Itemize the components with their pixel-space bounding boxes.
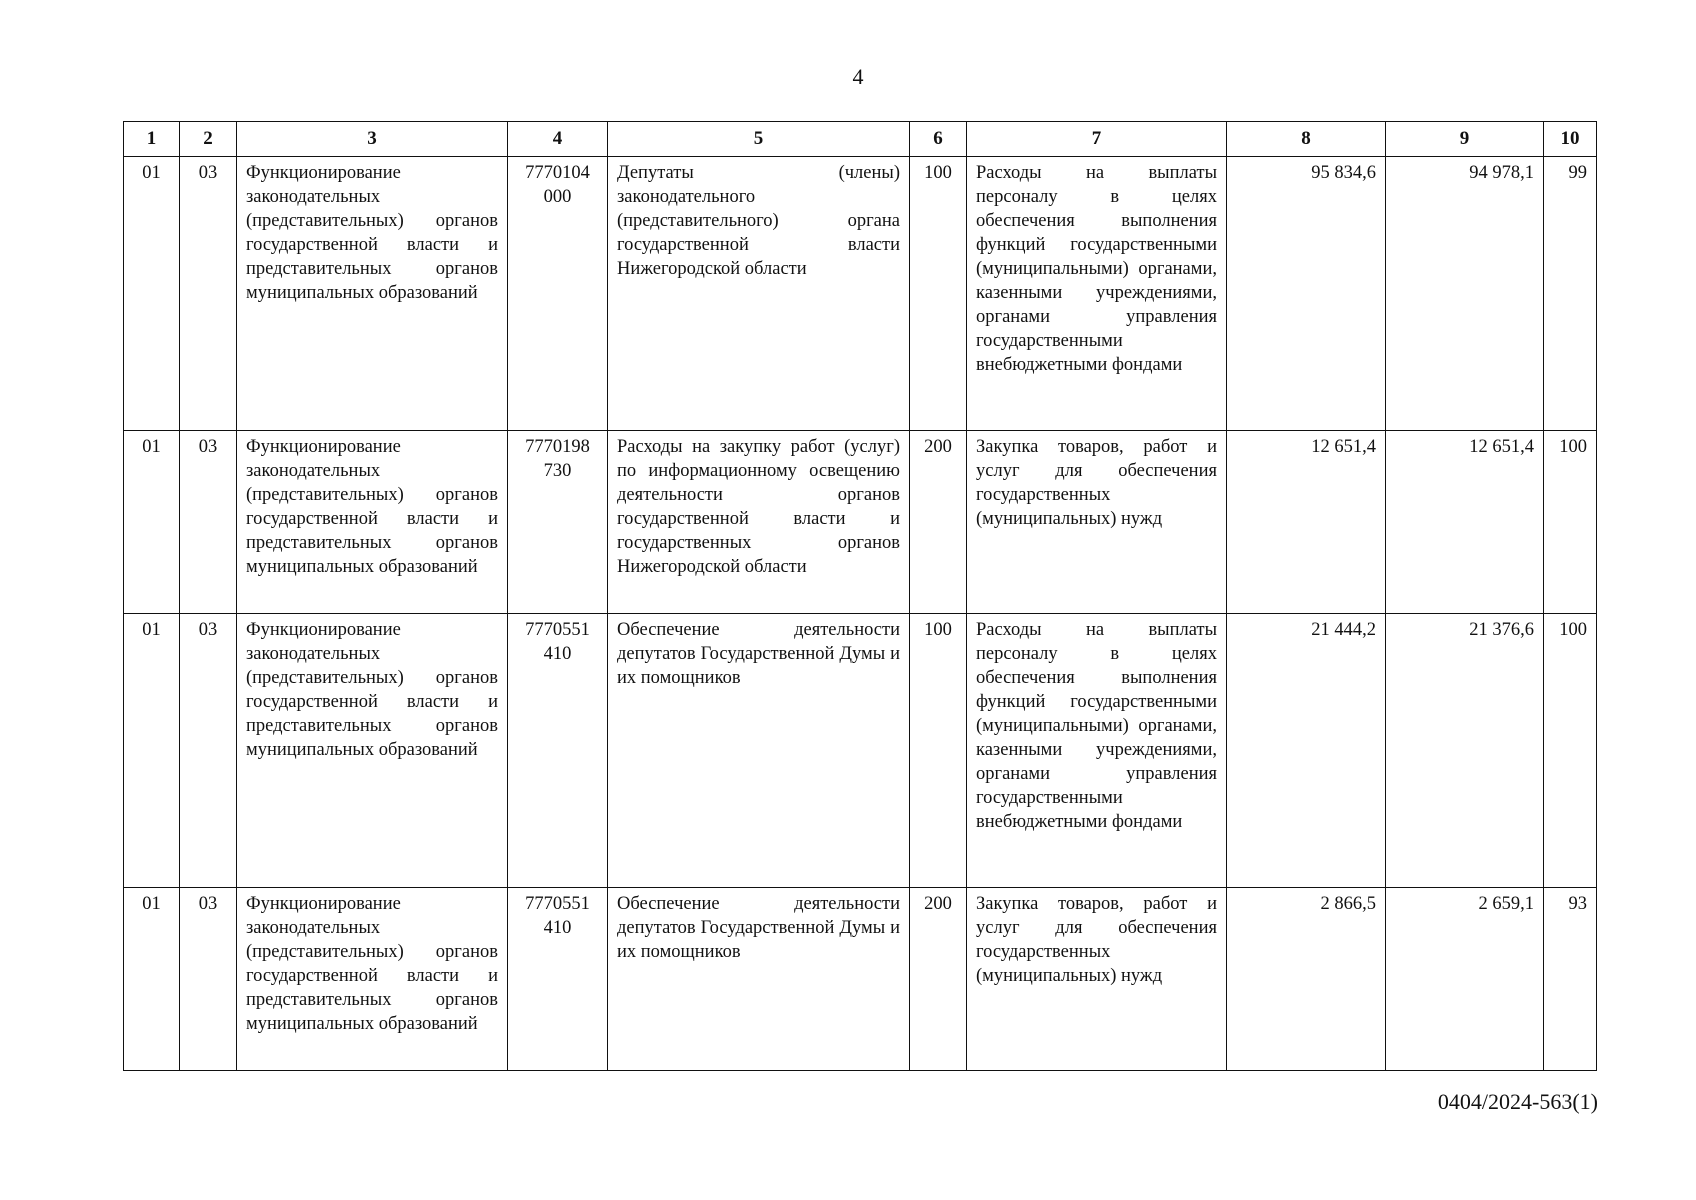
planned-amount: 21 444,2	[1227, 614, 1386, 888]
executed-amount: 2 659,1	[1386, 888, 1544, 1071]
table-row	[124, 888, 1597, 1071]
execution-percent: 100	[1544, 614, 1597, 888]
target-article-code: 7770198 730	[508, 431, 608, 614]
expense-type-code: 100	[910, 614, 967, 888]
header-col-6: 6	[910, 122, 967, 157]
expense-type-name: Расходы на выплаты персоналу в целях обеспечения выполнения функций государственными (муниципальными) органами, казенными учреждениями, органами управления государственными внебюджетными фондами	[967, 614, 1227, 888]
executed-amount: 12 651,4	[1386, 431, 1544, 614]
planned-amount: 2 866,5	[1227, 888, 1386, 1071]
expense-type-name: Закупка товаров, работ и услуг для обеспечения государственных (муниципальных) нужд	[967, 888, 1227, 1071]
execution-percent: 93	[1544, 888, 1597, 1071]
header-col-8: 8	[1227, 122, 1386, 157]
page-number: 4	[852, 64, 864, 89]
execution-percent: 100	[1544, 431, 1597, 614]
header-col-3: 3	[237, 122, 508, 157]
planned-amount: 95 834,6	[1227, 157, 1386, 431]
target-article-name: Депутаты (члены) законодательного (представительного) органа государственной власти Нижегородской области	[608, 157, 910, 431]
table-row	[124, 157, 1597, 431]
subsection-code: 03	[180, 614, 237, 888]
header-col-5: 5	[608, 122, 910, 157]
header-col-10: 10	[1544, 122, 1597, 157]
expense-type-code: 200	[910, 888, 967, 1071]
section-name: Функционирование законодательных (представительных) органов государственной власти и представительных органов муниципальных образований	[237, 431, 508, 614]
expense-type-code: 200	[910, 431, 967, 614]
subsection-code: 03	[180, 888, 237, 1071]
expense-type-code: 100	[910, 157, 967, 431]
executed-amount: 94 978,1	[1386, 157, 1544, 431]
header-col-2: 2	[180, 122, 237, 157]
budget-table	[123, 121, 1597, 1071]
target-article-name: Обеспечение деятельности депутатов Государственной Думы и их помощников	[608, 888, 910, 1071]
target-article-code: 7770104 000	[508, 157, 608, 431]
table-row	[124, 614, 1597, 888]
planned-amount: 12 651,4	[1227, 431, 1386, 614]
section-code: 01	[124, 614, 180, 888]
header-col-4: 4	[508, 122, 608, 157]
execution-percent: 99	[1544, 157, 1597, 431]
table-header-row	[124, 122, 1597, 157]
expense-type-name: Расходы на выплаты персоналу в целях обеспечения выполнения функций государственными (муниципальными) органами, казенными учреждениями, органами управления государственными внебюджетными фондами	[967, 157, 1227, 431]
subsection-code: 03	[180, 157, 237, 431]
section-name: Функционирование законодательных (представительных) органов государственной власти и представительных органов муниципальных образований	[237, 157, 508, 431]
executed-amount: 21 376,6	[1386, 614, 1544, 888]
header-col-7: 7	[967, 122, 1227, 157]
section-code: 01	[124, 157, 180, 431]
target-article-code: 7770551 410	[508, 888, 608, 1071]
section-code: 01	[124, 888, 180, 1071]
section-name: Функционирование законодательных (представительных) органов государственной власти и представительных органов муниципальных образований	[237, 888, 508, 1071]
header-col-9: 9	[1386, 122, 1544, 157]
expense-type-name: Закупка товаров, работ и услуг для обеспечения государственных (муниципальных) нужд	[967, 431, 1227, 614]
section-code: 01	[124, 431, 180, 614]
table-row	[124, 431, 1597, 614]
section-name: Функционирование законодательных (представительных) органов государственной власти и представительных органов муниципальных образований	[237, 614, 508, 888]
target-article-name: Расходы на закупку работ (услуг) по информационному освещению деятельности органов государственной власти и государственных органов Нижегородской области	[608, 431, 910, 614]
header-col-1: 1	[124, 122, 180, 157]
target-article-code: 7770551 410	[508, 614, 608, 888]
subsection-code: 03	[180, 431, 237, 614]
target-article-name: Обеспечение деятельности депутатов Государственной Думы и их помощников	[608, 614, 910, 888]
document-code: 0404/2024-563(1)	[1437, 1089, 1598, 1114]
